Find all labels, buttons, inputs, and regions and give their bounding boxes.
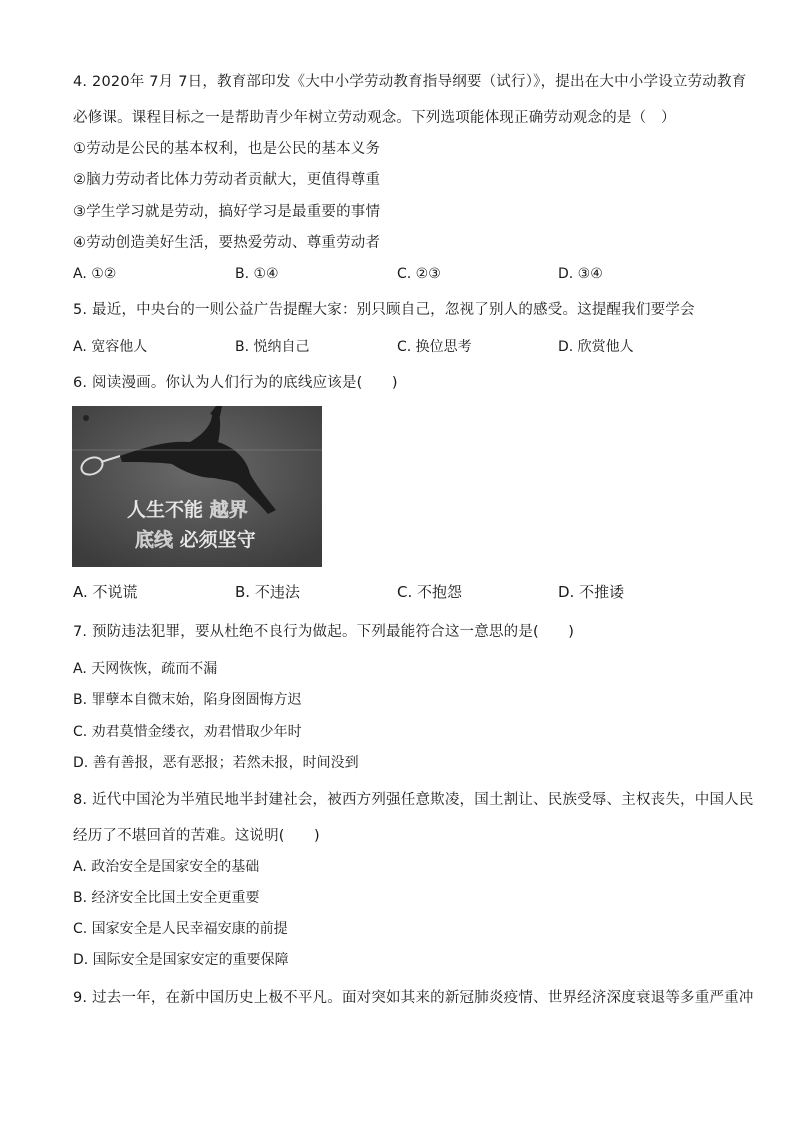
q4-stem-line1: 4. 2020年 7月 7日，教育部印发《大中小学劳动教育指导纲要（试行）》，提出在大中小学设立劳动教育 [73,74,747,90]
q6-option-a: A. 不说谎 [73,583,138,601]
comic-caption-part1: 人生不能 [127,499,204,521]
q4-option-d: D. ③④ [558,266,603,282]
q8-stem-line1: 8. 近代中国沦为半殖民地半封建社会，被西方列强任意欺凌，国土割让、民族受辱、主权丧失，中国人民 [73,792,754,808]
q4-item-2: ②脑力劳动者比体力劳动者贡献大，更值得尊重 [73,172,381,188]
q8-option-a: A. 政治安全是国家安全的基础 [73,859,260,875]
ball-icon [83,415,89,421]
q4-option-b: B. ①④ [235,266,279,282]
comic-caption-line1 [127,495,248,522]
q8-option-b: B. 经济安全比国土安全更重要 [73,890,260,906]
q7-option-b: B. 罪孽本自微末始，陷身囹圄悔方迟 [73,692,302,708]
q4-item-3: ③学生学习就是劳动，搞好学习是最重要的事情 [73,204,381,220]
comic-caption-part4: 必须坚守 [179,529,256,551]
q7-option-c: C. 劝君莫惜金缕衣，劝君惜取少年时 [73,724,302,740]
q9-stem-line1: 9. 过去一年，在新中国历史上极不平凡。面对突如其来的新冠肺炎疫情、世界经济深度衰退等多重严重冲 [73,990,754,1006]
q4-item-4: ④劳动创造美好生活，要热爱劳动、尊重劳动者 [73,235,381,251]
q7-option-d: D. 善有善报，恶有恶报；若然未报，时间没到 [73,755,359,771]
q6-stem: 6. 阅读漫画。你认为人们行为的底线应该是( ) [73,375,398,391]
q8-stem-line2: 经历了不堪回首的苦难。这说明( ) [73,828,320,844]
comic-caption-part3: 底线 [135,529,174,551]
q5-option-c: C. 换位思考 [397,339,472,355]
q8-option-d: D. 国际安全是国家安定的重要保障 [73,952,289,968]
q5-option-b: B. 悦纳自己 [235,339,310,355]
q6-option-d: D. 不推诿 [558,583,625,601]
q5-option-d: D. 欣赏他人 [558,339,634,355]
comic-caption-part2: 越界 [209,499,248,521]
comic-image [72,406,322,567]
q7-stem: 7. 预防违法犯罪，要从杜绝不良行为做起。下列最能符合这一意思的是( ) [73,624,575,640]
q4-option-c: C. ②③ [397,266,441,282]
q5-stem: 5. 最近，中央台的一则公益广告提醒大家：别只顾自己，忽视了别人的感受。这提醒我们要学会 [73,302,695,318]
q5-option-a: A. 宽容他人 [73,339,148,355]
q6-option-c: C. 不抱怨 [397,583,463,601]
comic-caption-line2 [135,525,256,552]
q8-option-c: C. 国家安全是人民幸福安康的前提 [73,921,288,937]
q4-option-a: A. ①② [73,266,117,282]
q6-option-b: B. 不违法 [235,583,300,601]
q4-item-1: ①劳动是公民的基本权利，也是公民的基本义务 [73,141,381,157]
q4-stem-line2: 必修课。课程目标之一是帮助青少年树立劳动观念。下列选项能体现正确劳动观念的是（ ） [73,110,676,126]
q7-option-a: A. 天网恢恢，疏而不漏 [73,661,218,677]
